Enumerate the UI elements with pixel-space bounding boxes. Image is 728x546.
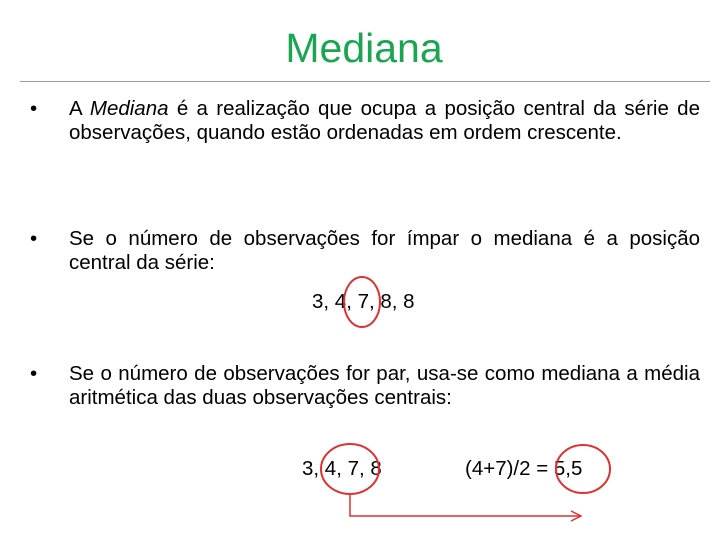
bullet-marker: • <box>30 97 38 120</box>
bullet-odd-text: Se o número de observações for ímpar o mediana é a posição central da série: <box>69 227 700 274</box>
bullet-even <box>30 362 700 410</box>
title-divider <box>20 81 710 82</box>
bullet-marker: • <box>30 362 38 385</box>
bullet-definition <box>30 97 700 145</box>
median-calculation: (4+7)/2 = 5,5 <box>465 457 583 480</box>
result-arrowhead <box>571 511 581 521</box>
bullet-odd <box>30 227 700 275</box>
bullet-marker: • <box>30 227 38 250</box>
bullet-definition-term: Mediana <box>89 97 169 120</box>
result-arrow-line <box>350 494 580 516</box>
bullet-even-text: Se o número de observações for par, usa-se como mediana a média aritmética das duas observações centrais: <box>69 362 700 409</box>
bullet-definition-text <box>69 97 700 145</box>
odd-series-example: 3, 4, 7, 8, 8 <box>312 290 415 313</box>
bullet-definition-prefix: A <box>69 97 90 120</box>
slide-title: Mediana <box>285 25 443 71</box>
bullet-definition-rest: é a realização que ocupa a posição central da série de observações, quando estão ordenadas em ordem crescente. <box>69 97 700 144</box>
even-series-example: 3, 4, 7, 8 <box>302 457 382 480</box>
